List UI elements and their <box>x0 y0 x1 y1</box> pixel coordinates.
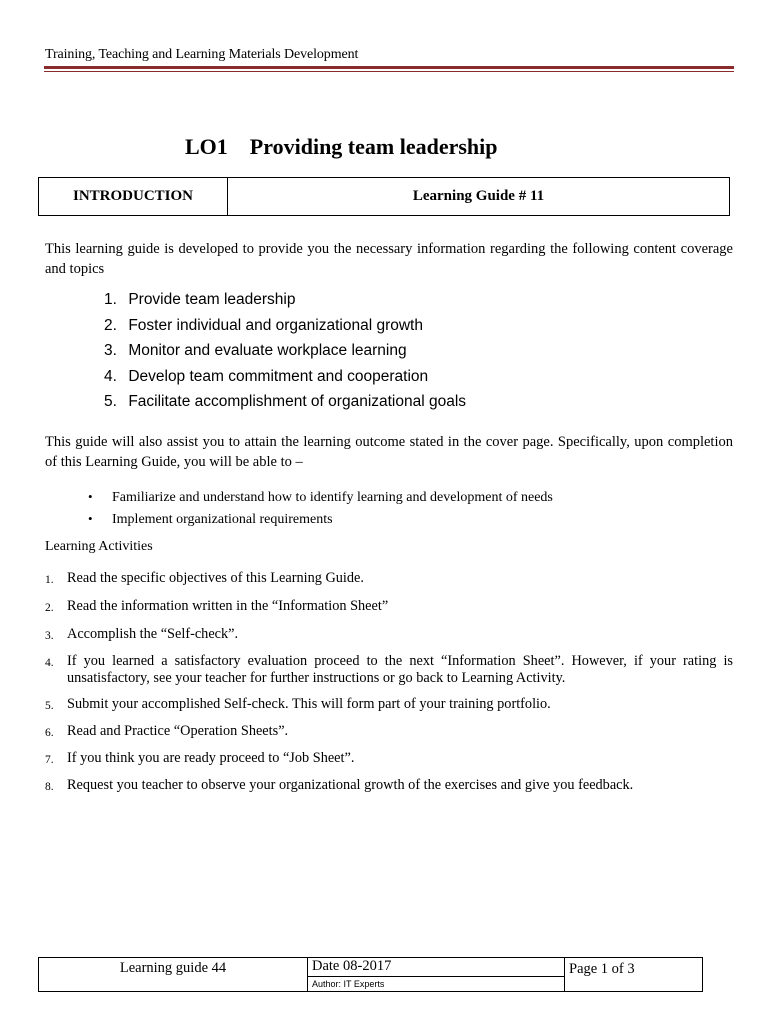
outcome-paragraph: This guide will also assist you to attain the learning outcome stated in the cover page. Specifically, upon completion of this Learning Guide, you will be able to – <box>45 434 733 470</box>
topic-number: 4. <box>104 367 117 385</box>
activity-item <box>45 626 733 645</box>
intro-paragraph: This learning guide is developed to provide you the necessary information regarding the following content coverage and topics <box>45 241 733 277</box>
activity-item <box>45 570 733 589</box>
activity-number: 8. <box>45 781 54 793</box>
activity-text: Request you teacher to observe your organizational growth of the exercises and give you feedback. <box>67 777 634 793</box>
intro-label: INTRODUCTION <box>39 178 228 215</box>
intro-table <box>38 177 730 216</box>
topic-number: 1. <box>104 291 117 308</box>
activity-number: 4. <box>45 657 54 669</box>
activity-number: 2. <box>45 602 54 614</box>
activity-item <box>45 598 733 617</box>
running-header: Training, Teaching and Learning Materials Development <box>45 47 359 62</box>
footer-date: Date 08-2017 <box>308 958 564 977</box>
footer-author: Author: IT Experts <box>312 979 385 989</box>
activity-item <box>45 777 733 796</box>
topic-number: 2. <box>104 316 117 334</box>
activity-number: 5. <box>45 700 54 712</box>
activity-text: Accomplish the “Self-check”. <box>67 626 239 642</box>
title-code: LO1 <box>185 134 228 159</box>
activity-number: 3. <box>45 630 54 642</box>
footer-page-number: Page 1 of 3 <box>569 961 635 977</box>
topic-item <box>104 366 466 392</box>
topic-item <box>104 391 466 417</box>
footer-date-author <box>308 958 565 991</box>
page-footer <box>38 957 703 992</box>
activities-heading: Learning Activities <box>45 539 153 554</box>
activity-item <box>45 653 733 687</box>
topic-item <box>104 340 466 366</box>
topic-number: 3. <box>104 342 117 359</box>
topic-item <box>104 315 466 341</box>
topic-text: Facilitate accomplishment of organizational goals <box>128 393 467 410</box>
activity-text: Read the specific objectives of this Learning Guide. <box>67 570 364 586</box>
bullet-item <box>88 487 553 509</box>
activity-number: 1. <box>45 574 54 586</box>
activity-text: Read the information written in the “Information Sheet” <box>67 598 389 614</box>
activity-text: If you learned a satisfactory evaluation proceed to the next “Information Sheet”. However, if your rating is unsatisfactory, see your teacher for further instructions or go back to Learning Activity. <box>67 653 733 686</box>
topic-item <box>104 289 466 315</box>
topic-text: Provide team leadership <box>128 291 296 308</box>
activity-text: If you think you are ready proceed to “Job Sheet”. <box>67 750 355 766</box>
topic-text: Monitor and evaluate workplace learning <box>128 342 407 359</box>
activity-item <box>45 723 733 742</box>
topic-text: Develop team commitment and cooperation <box>128 367 429 385</box>
topics-list <box>104 289 466 417</box>
title-text: Providing team leadership <box>249 134 498 159</box>
activity-item <box>45 696 733 715</box>
bullet-text: Implement organizational requirements <box>112 512 333 527</box>
outcome-bullets <box>88 487 553 531</box>
activity-text: Read and Practice “Operation Sheets”. <box>67 723 289 739</box>
bullet-item <box>88 509 553 531</box>
header-rule-thin <box>44 71 734 72</box>
activity-text: Submit your accomplished Self-check. This will form part of your training portfolio. <box>67 696 551 712</box>
activity-item <box>45 750 733 769</box>
learning-guide-number: Learning Guide # 11 <box>412 188 545 204</box>
bullet-icon: • <box>88 511 93 526</box>
footer-guide: Learning guide 44 <box>39 958 308 991</box>
activity-number: 6. <box>45 727 54 739</box>
bullet-text: Familiarize and understand how to identify learning and development of needs <box>112 490 553 505</box>
topic-text: Foster individual and organizational growth <box>128 316 423 334</box>
topic-number: 5. <box>104 393 117 410</box>
activity-number: 7. <box>45 754 54 766</box>
header-rule-thick <box>44 66 734 69</box>
bullet-icon: • <box>88 489 93 504</box>
page-title <box>185 134 498 160</box>
